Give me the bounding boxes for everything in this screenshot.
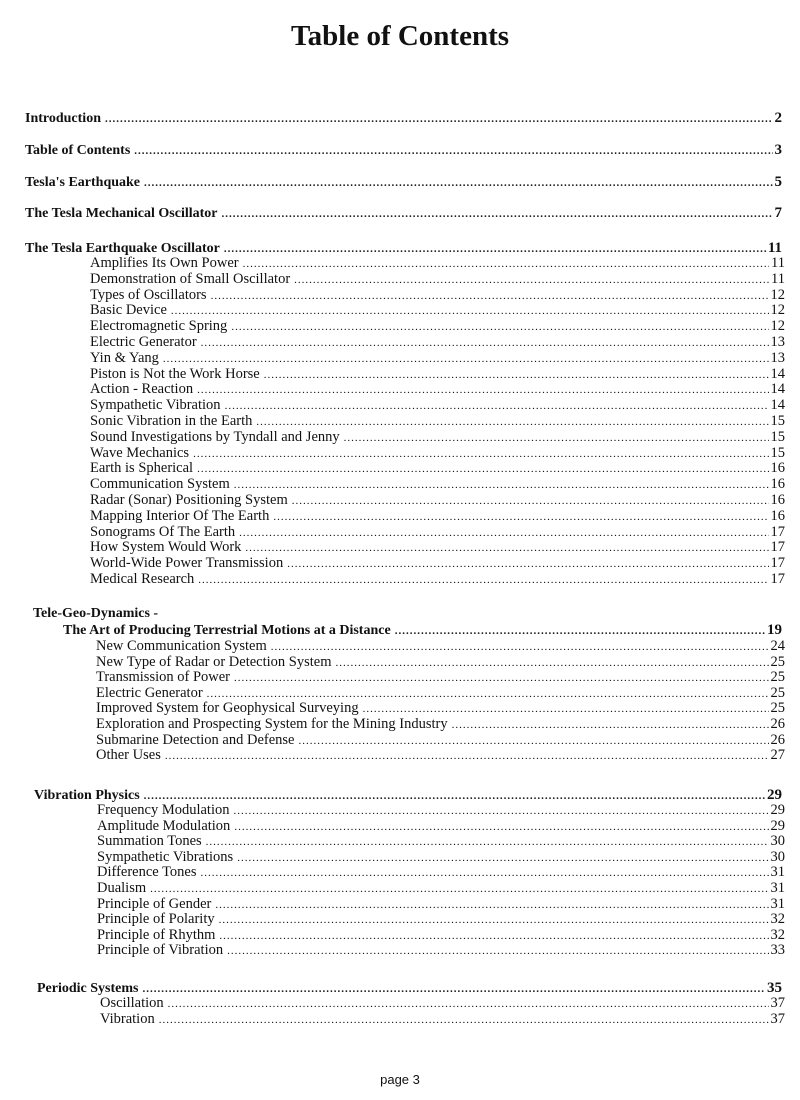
toc-subentry[interactable] (96, 669, 785, 686)
entry-title: Summation Tones (97, 833, 202, 849)
dot-leader (150, 884, 768, 895)
dot-leader (159, 1015, 769, 1026)
dot-leader (197, 464, 768, 475)
entry-page-number: 13 (770, 334, 785, 350)
entry-title: Periodic Systems (37, 981, 139, 996)
dot-leader (292, 496, 769, 507)
toc-subentry[interactable] (90, 539, 785, 556)
entry-title: Transmission of Power (96, 669, 231, 685)
dot-leader (271, 642, 769, 653)
dot-leader (234, 673, 768, 684)
dot-leader (165, 751, 769, 762)
entry-title: The Tesla Earthquake Oscillator (25, 241, 220, 256)
dot-leader (287, 559, 768, 570)
entry-title: Electromagnetic Spring (90, 318, 228, 334)
entry-page-number: 15 (770, 429, 785, 445)
toc-subentry[interactable] (90, 334, 785, 351)
dot-leader (227, 946, 768, 957)
entry-title: Principle of Gender (97, 896, 212, 912)
dot-leader (234, 806, 769, 817)
entry-title: Table of Contents (25, 143, 131, 158)
entry-title: Basic Device (90, 302, 167, 318)
dot-leader (294, 275, 769, 286)
entry-title: Amplitude Modulation (97, 818, 231, 834)
toc-subentry[interactable] (90, 571, 785, 588)
entry-page-number: 29 (767, 787, 782, 803)
entry-title: Mapping Interior Of The Earth (90, 508, 270, 524)
toc-entry[interactable] (25, 174, 782, 191)
entry-page-number: 15 (770, 445, 785, 461)
toc-subentry[interactable] (90, 350, 785, 367)
dot-leader (201, 338, 769, 349)
dot-leader (219, 915, 769, 926)
dot-leader (163, 354, 769, 365)
entry-title: Electric Generator (90, 334, 197, 350)
entry-title: Types of Oscillators (90, 287, 207, 303)
dot-leader (168, 999, 769, 1010)
entry-page-number: 14 (770, 397, 785, 413)
dot-leader (395, 626, 765, 637)
toc-section-heading[interactable] (63, 622, 782, 639)
dot-leader (256, 417, 768, 428)
entry-title: Tesla's Earthquake (25, 175, 141, 190)
toc-subentry[interactable] (97, 911, 785, 928)
entry-page-number: 27 (770, 747, 785, 763)
entry-title: Principle of Vibration (97, 942, 224, 958)
entry-title: Vibration Physics (34, 788, 140, 803)
entry-title: Principle of Polarity (97, 911, 215, 927)
entry-page-number: 7 (774, 205, 782, 221)
entry-title: Medical Research (90, 571, 195, 587)
entry-page-number: 13 (770, 350, 785, 366)
dot-leader (243, 259, 769, 270)
entry-page-number: 33 (770, 942, 785, 958)
entry-title: Sympathetic Vibration (90, 397, 221, 413)
entry-title: Yin & Yang (90, 350, 159, 366)
entry-title: Amplifies Its Own Power (90, 255, 239, 271)
dot-leader (144, 178, 772, 189)
toc-subentry[interactable] (90, 429, 785, 446)
entry-page-number: 16 (770, 492, 785, 508)
toc-subentry[interactable] (100, 995, 785, 1012)
entry-title: How System Would Work (90, 539, 242, 555)
entry-page-number: 26 (770, 716, 785, 732)
entry-title: Exploration and Prospecting System for the Mining Industry (96, 716, 448, 732)
dot-leader (239, 528, 768, 539)
entry-title: Principle of Rhythm (97, 927, 216, 943)
entry-page-number: 17 (770, 555, 785, 571)
entry-page-number: 31 (770, 896, 785, 912)
toc-subentry[interactable] (90, 302, 785, 319)
page-number: page 3 (380, 1072, 420, 1087)
toc-subentry[interactable] (90, 318, 785, 335)
entry-page-number: 32 (770, 927, 785, 943)
dot-leader (193, 449, 768, 460)
dot-leader (222, 209, 773, 220)
dot-leader (299, 736, 769, 747)
entry-page-number: 25 (770, 654, 785, 670)
toc-subentry[interactable] (100, 1011, 785, 1028)
entry-page-number: 14 (770, 381, 785, 397)
entry-title: Dualism (97, 880, 147, 896)
toc-subentry[interactable] (90, 255, 785, 272)
entry-page-number: 2 (774, 110, 782, 126)
dot-leader (215, 900, 768, 911)
entry-title: Improved System for Geophysical Surveying (96, 700, 359, 716)
toc-entry[interactable] (25, 205, 782, 222)
entry-page-number: 5 (774, 174, 782, 190)
entry-page-number: 11 (771, 255, 785, 271)
entry-page-number: 30 (770, 833, 785, 849)
entry-page-number: 12 (770, 302, 785, 318)
entry-page-number: 16 (770, 460, 785, 476)
dot-leader (197, 385, 768, 396)
entry-title: The Tesla Mechanical Oscillator (25, 206, 218, 221)
section-heading-line: Tele-Geo-Dynamics - (33, 606, 159, 621)
dot-leader (234, 822, 768, 833)
toc-subentry[interactable] (90, 476, 785, 493)
toc-subentry[interactable] (97, 802, 785, 819)
entry-page-number: 32 (770, 911, 785, 927)
dot-leader (207, 689, 769, 700)
page-title: Table of Contents (290, 20, 510, 52)
dot-leader (363, 704, 769, 715)
toc-subentry[interactable] (97, 942, 785, 959)
dot-leader (211, 291, 769, 302)
entry-page-number: 15 (770, 413, 785, 429)
entry-title: Difference Tones (97, 864, 197, 880)
entry-title: Oscillation (100, 995, 164, 1011)
toc-subentry[interactable] (97, 864, 785, 881)
entry-page-number: 37 (770, 995, 785, 1011)
entry-title: Sound Investigations by Tyndall and Jenny (90, 429, 340, 445)
toc-subentry[interactable] (97, 880, 785, 897)
dot-leader (105, 114, 773, 125)
entry-title: Communication System (90, 476, 230, 492)
entry-page-number: 11 (771, 271, 785, 287)
entry-title: Submarine Detection and Defense (96, 732, 295, 748)
entry-title: Piston is Not the Work Horse (90, 366, 260, 382)
entry-page-number: 31 (770, 864, 785, 880)
dot-leader (224, 244, 766, 255)
dot-leader (134, 146, 772, 157)
entry-page-number: 17 (770, 524, 785, 540)
dot-leader (264, 370, 769, 381)
entry-title: Earth is Spherical (90, 460, 194, 476)
entry-title: Sonograms Of The Earth (90, 524, 236, 540)
entry-title: Sonic Vibration in the Earth (90, 413, 253, 429)
toc-entry[interactable] (25, 110, 782, 127)
toc-subentry[interactable] (96, 747, 785, 764)
dot-leader (237, 853, 768, 864)
toc-subentry[interactable] (90, 413, 785, 430)
toc-subentry[interactable] (96, 700, 785, 717)
entry-title: Action - Reaction (90, 381, 194, 397)
dot-leader (245, 543, 768, 554)
entry-page-number: 25 (770, 669, 785, 685)
entry-page-number: 26 (770, 732, 785, 748)
entry-page-number: 17 (770, 539, 785, 555)
dot-leader (273, 512, 768, 523)
toc-subentry[interactable] (90, 460, 785, 477)
entry-title: Radar (Sonar) Positioning System (90, 492, 288, 508)
entry-title: Electric Generator (96, 685, 203, 701)
entry-page-number: 29 (770, 802, 785, 818)
entry-title: Introduction (25, 111, 101, 126)
entry-page-number: 3 (774, 142, 782, 158)
entry-page-number: 35 (767, 980, 782, 996)
entry-page-number: 24 (770, 638, 785, 654)
dot-leader (231, 322, 768, 333)
toc-entry[interactable] (25, 142, 782, 159)
entry-page-number: 37 (770, 1011, 785, 1027)
dot-leader (201, 868, 769, 879)
dot-leader (206, 837, 769, 848)
entry-page-number: 25 (770, 685, 785, 701)
toc-subentry[interactable] (97, 833, 785, 850)
entry-title: The Art of Producing Terrestrial Motions at a Distance (63, 623, 391, 638)
dot-leader (234, 480, 769, 491)
entry-page-number: 30 (770, 849, 785, 865)
dot-leader (142, 984, 765, 995)
entry-title: New Communication System (96, 638, 267, 654)
entry-title: Other Uses (96, 747, 161, 763)
entry-title: Sympathetic Vibrations (97, 849, 234, 865)
toc-subentry[interactable] (90, 397, 785, 414)
entry-page-number: 16 (770, 476, 785, 492)
toc-subentry[interactable] (96, 638, 785, 655)
entry-title: Frequency Modulation (97, 802, 230, 818)
toc-subentry[interactable] (90, 492, 785, 509)
dot-leader (344, 433, 769, 444)
entry-page-number: 29 (770, 818, 785, 834)
entry-title: Wave Mechanics (90, 445, 190, 461)
toc-subentry[interactable] (90, 271, 785, 288)
entry-title: New Type of Radar or Detection System (96, 654, 332, 670)
entry-title: Demonstration of Small Oscillator (90, 271, 291, 287)
dot-leader (225, 401, 769, 412)
dot-leader (171, 306, 769, 317)
entry-page-number: 25 (770, 700, 785, 716)
entry-page-number: 11 (767, 240, 782, 256)
toc-subentry[interactable] (96, 716, 785, 733)
entry-page-number: 19 (767, 622, 782, 638)
dot-leader (198, 575, 768, 586)
entry-title: Vibration (100, 1011, 155, 1027)
entry-page-number: 31 (770, 880, 785, 896)
toc-subentry[interactable] (90, 381, 785, 398)
entry-page-number: 17 (770, 571, 785, 587)
toc-subentry[interactable] (90, 508, 785, 525)
dot-leader (144, 791, 765, 802)
entry-title: World-Wide Power Transmission (90, 555, 284, 571)
entry-page-number: 12 (770, 287, 785, 303)
toc-subentry[interactable] (90, 555, 785, 572)
dot-leader (336, 658, 769, 669)
entry-page-number: 14 (770, 366, 785, 382)
entry-page-number: 12 (770, 318, 785, 334)
dot-leader (219, 931, 768, 942)
entry-page-number: 16 (770, 508, 785, 524)
dot-leader (452, 720, 769, 731)
